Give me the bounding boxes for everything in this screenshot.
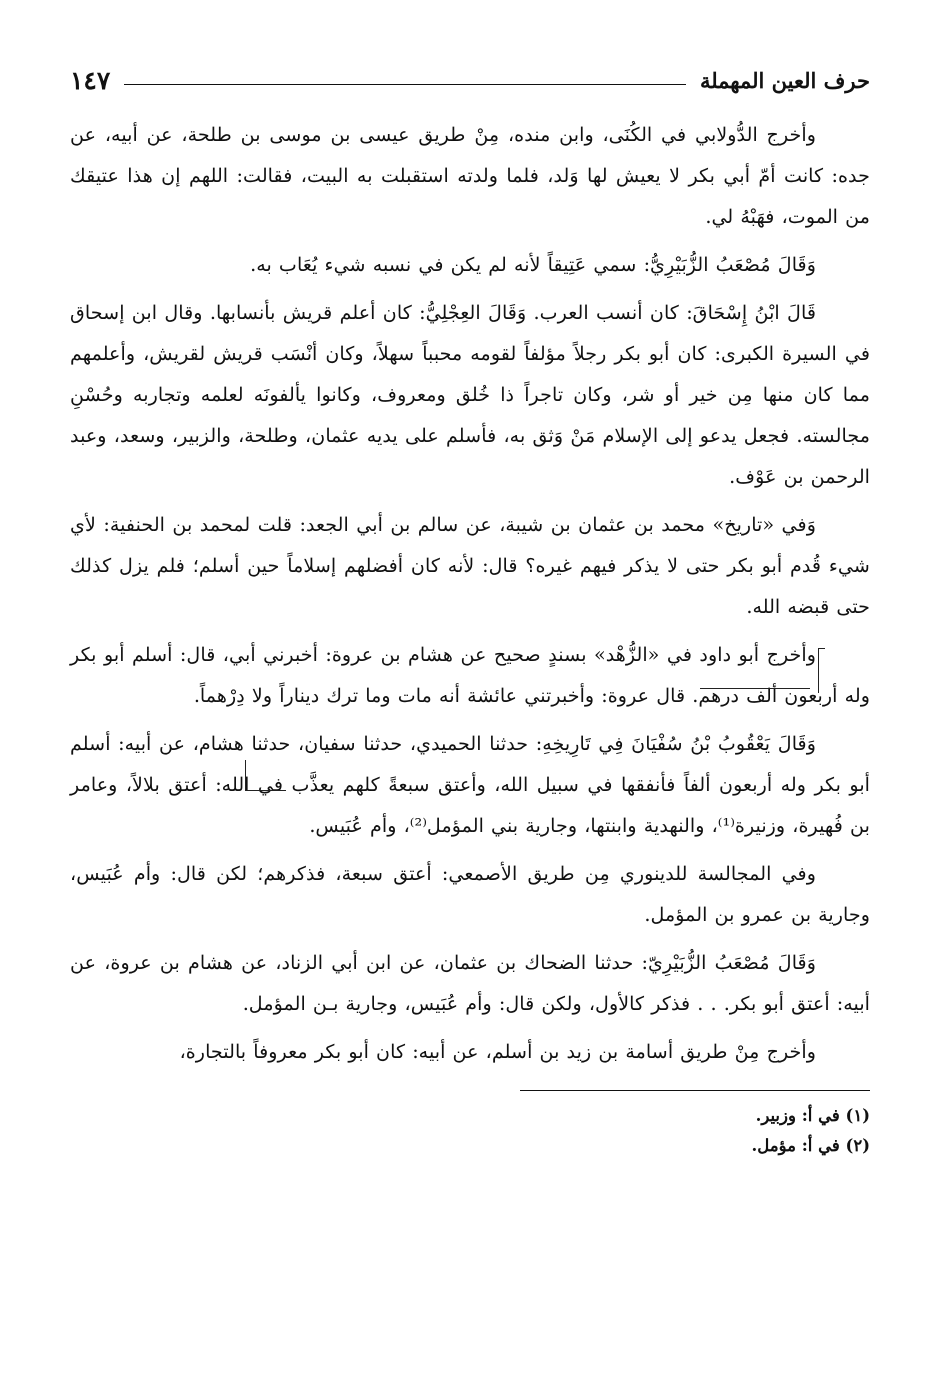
footnotes	[70, 1101, 870, 1161]
paragraph: وأخرج مِنْ طريق أسامة بن زيد بن أسلم، عن أبيه: كان أبو بكر معروفاً بالتجارة،	[179, 1040, 816, 1063]
running-header	[70, 56, 870, 104]
paragraph: وَقَالَ مُصْعَبُ الزُّبَيْرِيّ: حدثنا الضحاك بن عثمان، عن ابن أبي الزناد، عن هشام بن عروة، عن أبيه: أعتق أبو بكر. . . فذكر كالأول، ولكن قال: وأم عُبَيس، وجارية بـن المؤمل.	[70, 951, 870, 1015]
handwritten-bracket-mark	[700, 678, 810, 689]
page-number: ١٤٧	[70, 65, 111, 95]
paragraph: وَقَالَ يَعْقُوبُ بْنُ سُفْيَانَ فِي تَارِيخِهِ: حدثنا الحميدي، حدثنا سفيان، حدثنا هشام، عن أبيه: أسلم أبو بكر وله أربعون ألفاً فأنفقها في سبيل الله، وأعتق سبعةً كلهم يعذَّب في الله: أعتق بلالاً، وعامر بن فُهيرة، وزنيرة⁽¹⁾، والنهدية وابنتها، وجارية بني المؤمل⁽²⁾، وأم عُبَيس.	[70, 732, 870, 837]
footnote: (٢) في أ: مؤمل.	[751, 1136, 870, 1155]
body-text	[70, 114, 870, 1072]
book-page	[70, 56, 870, 1366]
running-title: حرف العين المهملة	[699, 67, 870, 93]
paragraph: وَقَالَ مُصْعَبُ الزُّبَيْرِيُّ: سمي عَتِيقاً لأنه لم يكن في نسبه شيء يُعَاب به.	[250, 253, 816, 276]
handwritten-bracket-mark	[818, 648, 825, 693]
footnote: (١) في أ: وزبير.	[755, 1106, 870, 1125]
handwritten-bracket-mark	[245, 760, 286, 791]
paragraph: وفي المجالسة للدينوري مِن طريق الأصمعي: أعتق سبعة، فذكرهم؛ لكن قال: وأم عُبَيس، وجارية بن عمرو بن المؤمل.	[70, 862, 870, 926]
paragraph: وَفي «تاريخ» محمد بن عثمان بن شيبة، عن سالم بن أبي الجعد: قلت لمحمد بن الحنفية: لأي شيء قُدم أبو بكر حتى لا يذكر فيهم غيره؟ قال: لأنه كان أفضلهم إسلاماً حين أسلم؛ فلم يزل كذلك حتى قبضه الله.	[70, 513, 870, 618]
footnote-rule	[520, 1090, 870, 1091]
paragraph: قَالَ ابْنُ إِسْحَاقَ: كان أنسب العرب. وَقَالَ العِجْلِيُّ: كان أعلم قريش بأنسابها. وقال ابن إسحاق في السيرة الكبرى: كان أبو بكر رجلاً مؤلفاً لقومه محبباً سهلاً، وكان أنْسَب قريش لقريش، وأعلمهم مما كان منها مِن خير أو شر، وكان تاجراً ذا خُلق ومعروف، وكانوا يألفونَه لعلمه وتجاربه وحُسْنِ مجالسته. فجعل يدعو إلى الإسلام مَنْ وَثق به، فأسلم على يديه عثمان، وطلحة، والزبير، وسعد، وعبد الرحمن بن عَوْف.	[70, 301, 870, 488]
paragraph: وأخرج أبو داود في «الزُّهْد» بسندٍ صحيح عن هشام بن عروة: أخبرني أبي، قال: أسلم أبو بكر وله أربعون ألف درهم. قال عروة: وأخبرتني عائشة أنه مات وما ترك ديناراً ولا دِرْهماً.	[70, 643, 870, 707]
header-rule	[124, 84, 686, 85]
paragraph: وأخرج الدُّولابي في الكُنَى، وابن منده، مِنْ طريق عيسى بن موسى بن طلحة، عن أبيه، عن جده: كانت أمّ أبي بكر لا يعيش لها وَلد، فلما ولدته استقبلت به البيت، فقالت: اللهم إن هذا عتيقك من الموت، فهَبْهُ لي.	[70, 123, 870, 228]
